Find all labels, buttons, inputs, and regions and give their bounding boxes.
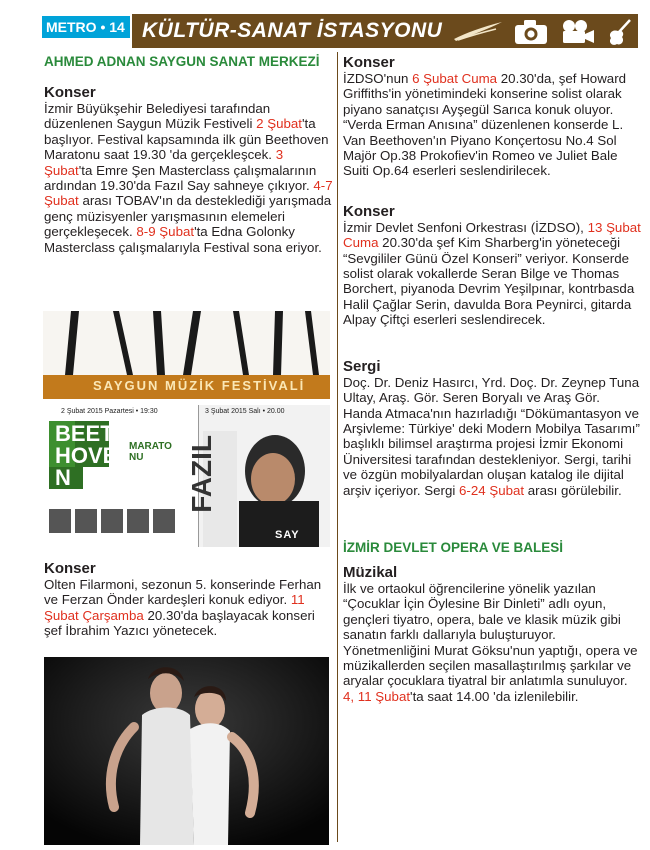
text-run: 'ta Emre Şen Masterclass çalışmalarının ardından 19.30'da Fazıl Say sahneye çıkıyor. (44, 162, 317, 194)
event-text (343, 220, 641, 328)
text-run: arası TOBAV'ın da desteklediği yarışmada genç müzisyenler yarışmasının elemeleri gerçekleşecek. (44, 193, 332, 240)
page-header (42, 14, 638, 48)
text-run: 20.30'da şef Kim Sharberg'in yöneteceği “Sevgililer Günü Özel Konseri” veriyor. Konserde solist olarak vokallerde Seran Bilge ve Thomas Borchert, piyanoda Devrim Yeşilpınar, kontrbasda Halil Çağlar Serin, davulda Bora Peynirci, gitarda Alpay Çiftçi eserleri seslendirecek. (343, 235, 635, 328)
film-camera-icon (560, 19, 596, 45)
event-text (44, 577, 334, 639)
event-heading: Sergi (343, 357, 381, 375)
text-run: İlk ve ortaokul öğrencilerine yönelik yazılan “Çocuklar İçin Öylesine Bir Dinleti” adlı oyun, gençleri tiyatro, opera, bale ve klasik müzik gibi sanatın farklı dallarıyla buluşturuyor. Yönetmenliğini Murat Göksu'nun yaptığı, opera ve müzikallerden seçilen masallaştırılmış şarkılar ve aryalar çocuklara tiyatral bir anlatımla sunuluyor. (343, 580, 638, 689)
event-date: 8-9 Şubat (136, 224, 195, 240)
camera-icon (514, 19, 548, 45)
event-heading: Konser (44, 560, 96, 577)
event-heading: Konser (343, 202, 395, 220)
event-text (343, 71, 641, 179)
event-date: 4, 11 Şubat (343, 688, 411, 704)
event-date: 6 Şubat Cuma (412, 71, 498, 86)
event-heading: Müzikal (343, 563, 398, 581)
event-date: 11 Şubat Çarşamba (44, 592, 305, 623)
text-run: 20.30'da, şef Howard Griffiths'in yönetimindeki konserine solist olarak piyano sanatçısı Ayşegül Sarıca konuk oluyor. “Verda Erman Anısına” düzenlenen konserde L. Van Beethoven'ın Piyano Konçertosu No.4 Sol Majör Op.38 Prokofiev'in Romeo ve Juliet Bale Suiti Op.64 eserleri seslendirilecek. (343, 71, 627, 179)
event-text (343, 375, 641, 498)
venue-title: İZMİR DEVLET OPERA VE BALESİ (343, 539, 564, 555)
text-run: İzmir Devlet Senfoni Orkestrası (İZDSO), (343, 219, 588, 235)
event-text (44, 101, 334, 255)
poster-say: SAY (275, 529, 300, 541)
right-column (343, 54, 641, 704)
poster-beethoven: BEETHOVEN (55, 421, 118, 490)
event-date: 2 Şubat (256, 116, 302, 132)
section-tag: METRO • 14 (42, 16, 130, 38)
dancers-artwork (44, 657, 329, 845)
text-run: 'ta saat 14.00 'da izlenilebilir. (410, 688, 579, 704)
text-run: 'ta başlıyor. Festival kapsamında ilk gün Beethoven Maratonu saat 19.30 'da gerçekleşcek. (44, 116, 329, 163)
violin-icon (606, 19, 632, 47)
column-divider (337, 52, 338, 842)
poster-maraton: MARATONU (129, 441, 172, 463)
poster-date-left: 2 Şubat 2015 Pazartesi • 19:30 (61, 408, 158, 415)
event-heading: Konser (44, 84, 96, 101)
event-heading: Konser (343, 54, 395, 71)
text-run: arası görülebilir. (524, 482, 622, 498)
event-date: 6-24 Şubat (459, 482, 525, 498)
event-text (343, 581, 641, 704)
brush-icon (452, 19, 504, 43)
header-band (132, 14, 638, 48)
event-date: 4-7 Şubat (44, 178, 333, 209)
poster-date-right: 3 Şubat 2015 Salı • 20.00 (205, 408, 285, 415)
page-title: KÜLTÜR-SANAT İSTASYONU (142, 19, 443, 42)
text-run: 20.30'da başlayacak konseri şef İbrahim Yazıcı yönetecek. (44, 607, 315, 639)
event-date: 3 Şubat (44, 147, 284, 178)
text-run: 'ta Edna Golonky Masterclass çalışmalarıyla Festival sona eriyor. (44, 224, 322, 255)
text-run: İZDSO'nun (343, 71, 413, 86)
festival-poster (43, 311, 330, 547)
event-date: 13 Şubat Cuma (343, 219, 641, 251)
poster-banner: SAYGUN MÜZİK FESTİVALİ (93, 378, 306, 393)
dancers-photo (44, 657, 329, 845)
text-run: Doç. Dr. Deniz Hasırcı, Yrd. Doç. Dr. Zeynep Tuna Ultay, Araş. Gör. Seren Boryalı ve Araş Gör. Handa Atmaca'nın hazırladığı “Dökümantasyon ve Arşivleme: Türkiye' deki Modern Mobilya Tasarımı” başlıklı bilimsel araştırma projesi İzmir Ekonomi Üniversitesi tarafından destekleniyor. Sergi, tarihi ve özgün mobilyalardan oluşan katalog ile dijital arşiv içeriyor. Sergi (343, 374, 640, 498)
text-run: Olten Filarmoni, sezonun 5. konserinde Ferhan ve Ferzan Önder kardeşleri konuk ediyor. (44, 577, 322, 608)
text-run: İzmir Büyükşehir Belediyesi tarafından düzenlenen Saygun Müzik Festiveli (44, 101, 271, 132)
poster-fazil: FAZIL (186, 435, 217, 513)
venue-title: AHMED ADNAN SAYGUN SANAT MERKEZİ (44, 54, 320, 69)
